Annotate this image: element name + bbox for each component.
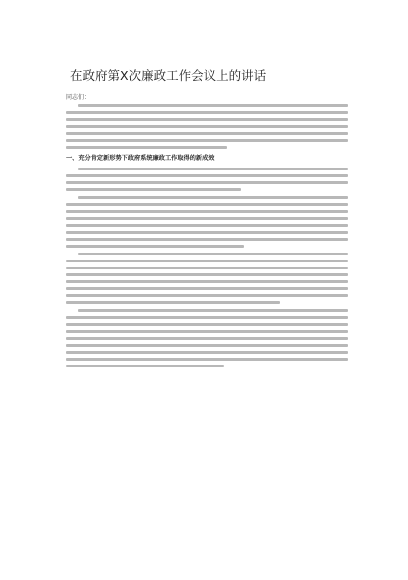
text-line-placeholder <box>78 309 348 312</box>
text-line-placeholder <box>78 196 348 199</box>
text-line-placeholder <box>66 174 348 177</box>
section-heading <box>66 154 348 164</box>
text-line-placeholder <box>66 188 241 191</box>
text-line-placeholder <box>66 330 348 333</box>
text-line-placeholder <box>66 203 348 206</box>
text-line-placeholder <box>66 280 348 283</box>
text-line-placeholder <box>66 365 224 368</box>
text-line-placeholder <box>66 238 348 241</box>
text-line-placeholder <box>66 118 348 121</box>
text-line-placeholder <box>78 253 348 256</box>
text-line-placeholder <box>66 358 348 361</box>
text-line-placeholder <box>66 323 348 326</box>
paragraph-list <box>66 104 348 367</box>
document-body <box>66 92 348 372</box>
text-line-placeholder <box>66 273 348 276</box>
text-line-placeholder <box>66 267 348 270</box>
document-title: 在政府第X次廉政工作会议上的讲话 <box>70 68 267 83</box>
body-paragraph <box>66 309 348 367</box>
text-line-placeholder <box>66 351 348 354</box>
text-line-placeholder <box>66 301 280 304</box>
text-line-placeholder <box>66 260 348 263</box>
text-line-placeholder <box>66 337 348 340</box>
text-line-placeholder <box>66 344 348 347</box>
text-line-placeholder <box>66 111 348 114</box>
text-line-placeholder <box>66 316 348 319</box>
text-line-placeholder <box>78 104 348 107</box>
text-line-placeholder <box>66 146 227 149</box>
body-paragraph <box>66 104 348 149</box>
text-line-placeholder <box>66 245 244 248</box>
text-line-placeholder <box>66 294 348 297</box>
section-heading-text: 一、充分肯定新形势下政府系统廉政工作取得的新成效 <box>66 154 215 162</box>
body-paragraph <box>66 196 348 247</box>
body-paragraph <box>66 168 348 192</box>
text-line-placeholder <box>66 181 348 184</box>
text-line-placeholder <box>66 125 348 128</box>
text-line-placeholder <box>66 287 348 290</box>
text-line-placeholder <box>66 210 348 213</box>
text-line-placeholder <box>78 168 348 171</box>
text-line-placeholder <box>66 217 348 220</box>
text-line-placeholder <box>66 139 348 142</box>
body-paragraph <box>66 253 348 304</box>
text-line-placeholder <box>66 231 348 234</box>
salutation: 同志们： <box>66 94 91 101</box>
text-line-placeholder <box>66 132 348 135</box>
text-line-placeholder <box>66 224 348 227</box>
